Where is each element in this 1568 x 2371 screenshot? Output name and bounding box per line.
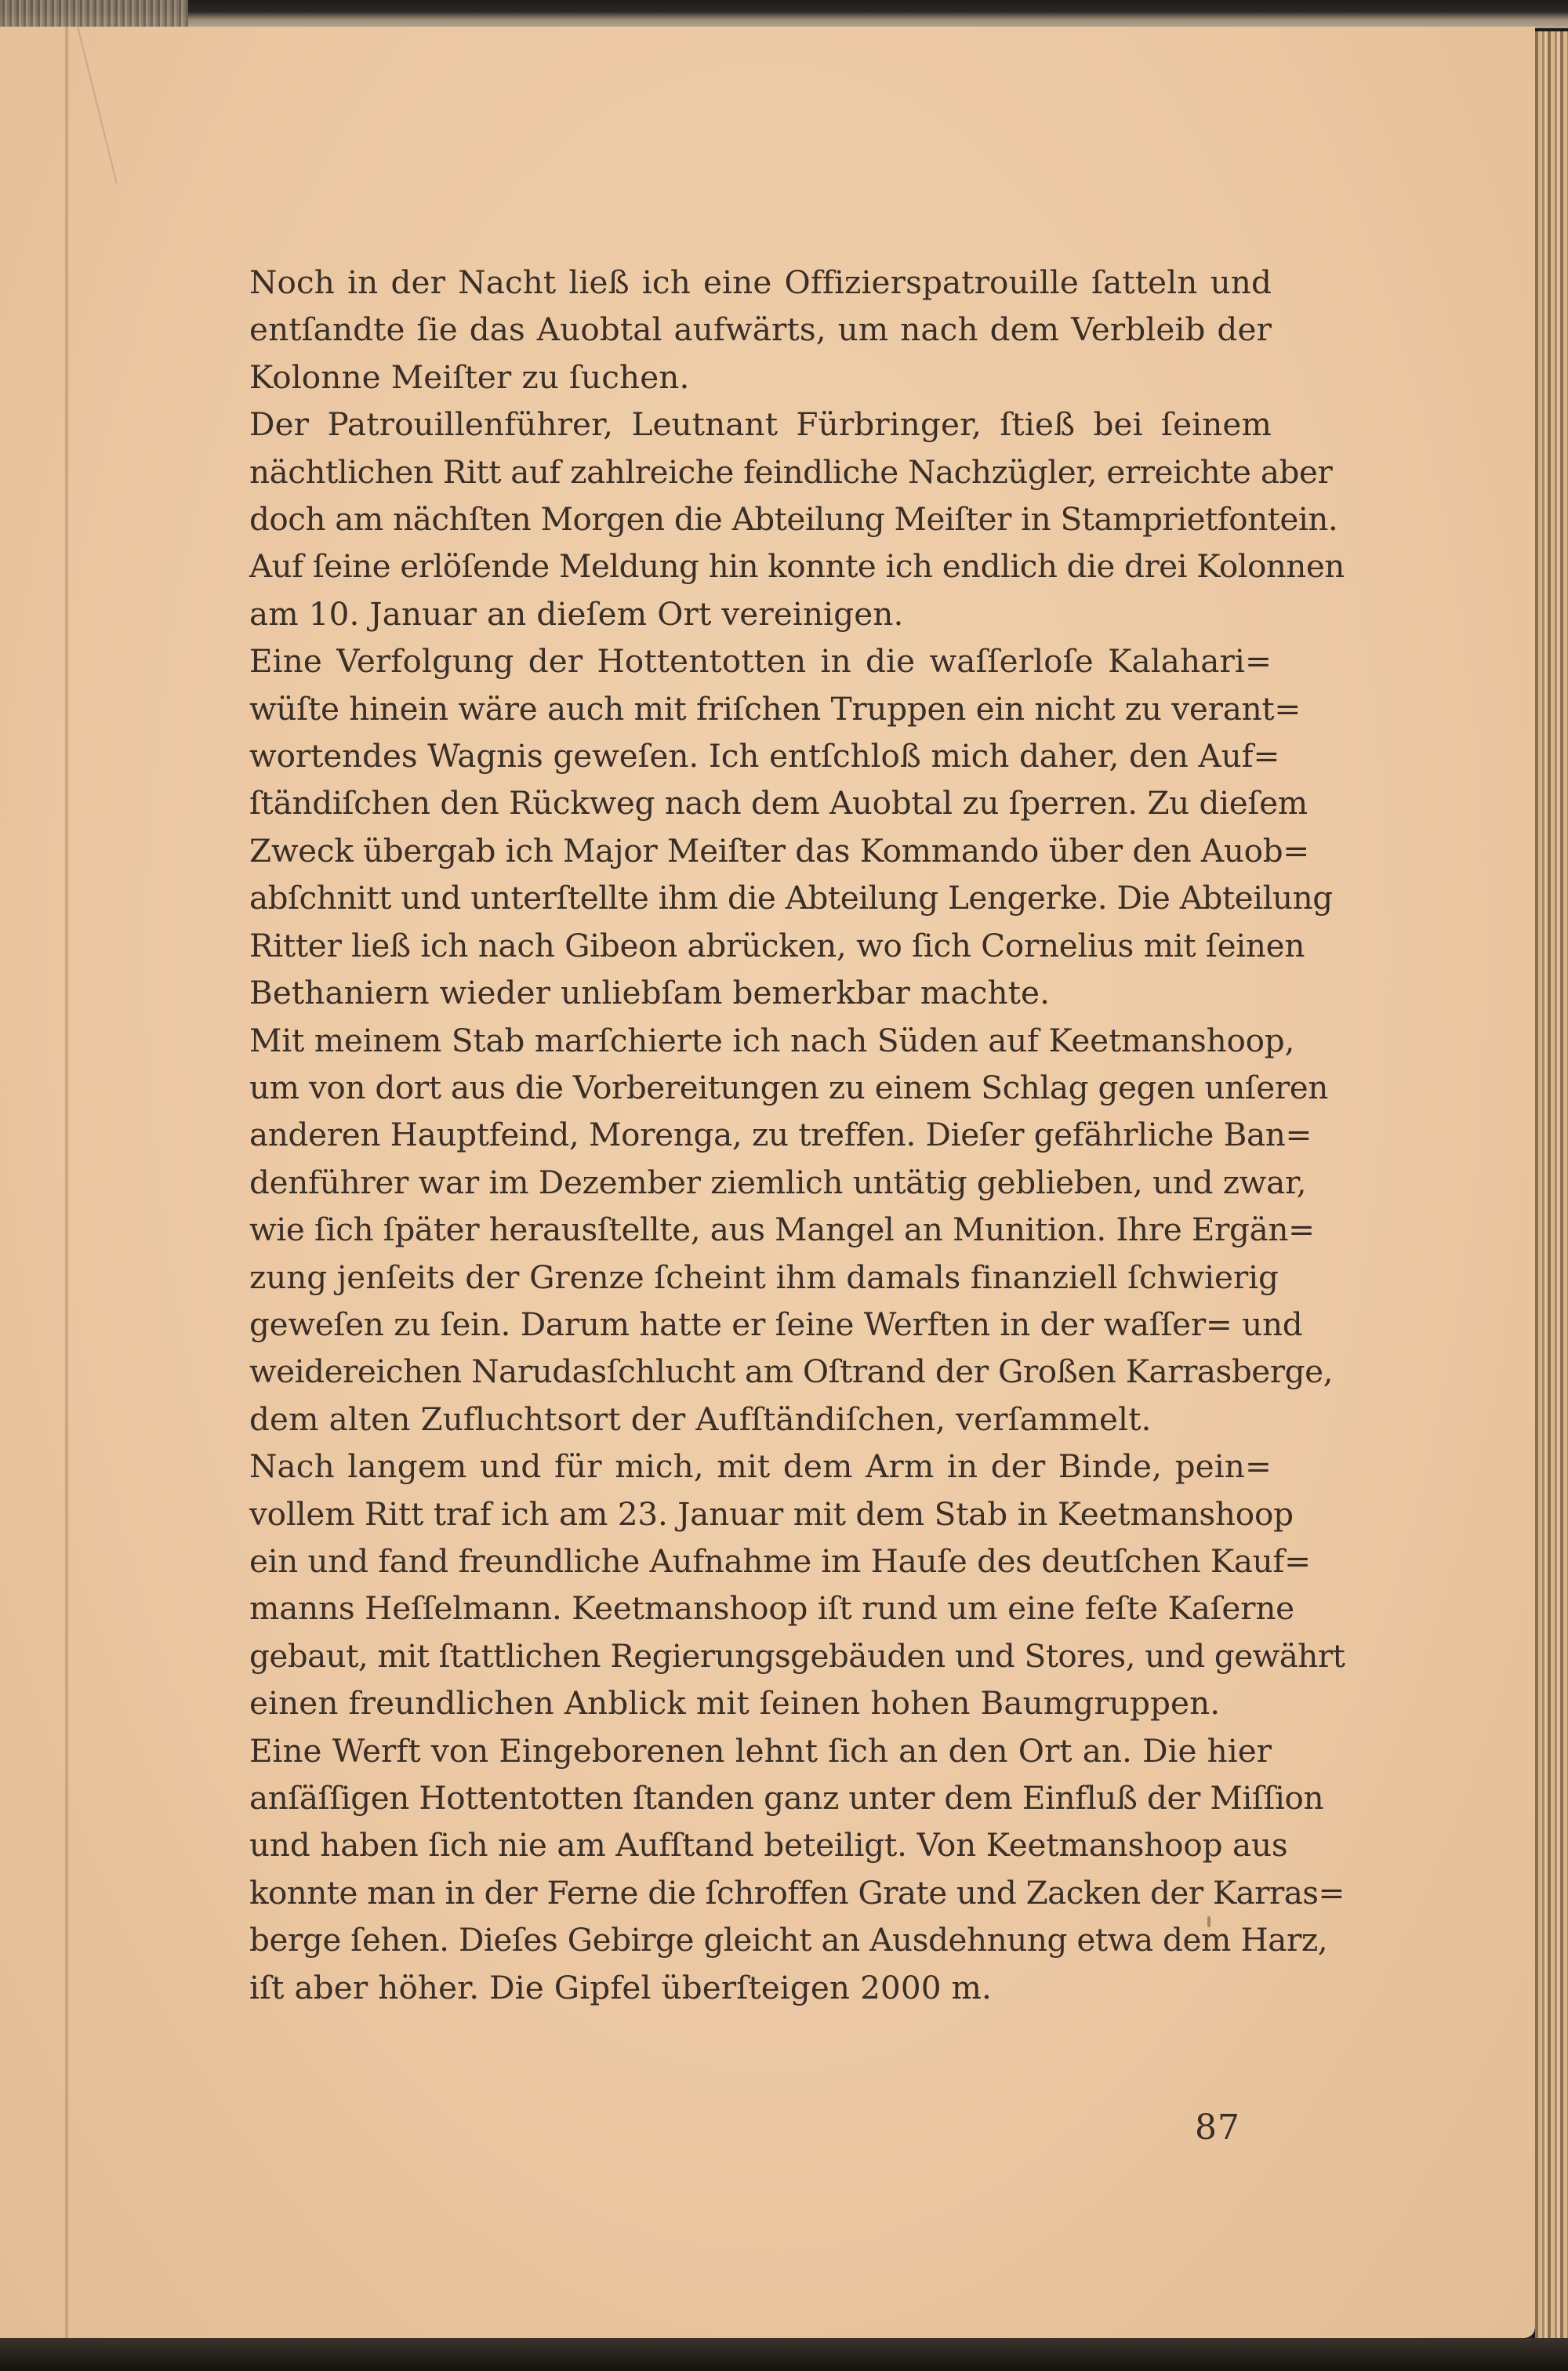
paragraph [249, 401, 1345, 637]
paragraph [249, 637, 1333, 1016]
text-line: gebaut, mit ſtattlichen Regierungsgebäuden und Stores, und gewährt [249, 1636, 1345, 1675]
paragraph [249, 1443, 1345, 1727]
binding-thread-wear [0, 0, 188, 28]
text-line: zung jenſeits der Grenze ſcheint ihm damals finanziell ſchwierig [249, 1258, 1279, 1296]
page-number: 87 [1195, 2108, 1240, 2148]
text-line: Bethaniern wieder unliebſam bemerkbar machte. [249, 974, 1051, 1012]
text-line: wie ſich ſpäter herausſtellte, aus Mangel an Munition. Ihre Ergän= [249, 1211, 1315, 1249]
book-top-binding [0, 0, 1568, 28]
paragraph [249, 1017, 1333, 1443]
text-line: entſandte ſie das Auobtal aufwärts, um nach dem Verbleib der [249, 310, 1272, 349]
text-line: Nach langem und für mich, mit dem Arm in der Binde, pein= [249, 1447, 1272, 1486]
text-line: geweſen zu ſein. Darum hatte er ſeine Werften in der waſſer= und [249, 1305, 1303, 1343]
text-line: anſäſſigen Hottentotten ſtanden ganz unter dem Einfluß der Miſſion [249, 1779, 1324, 1817]
text-line: denführer war im Dezember ziemlich untätig geblieben, und zwar, [249, 1163, 1307, 1201]
body-text [249, 259, 1345, 2011]
text-line: berge ſehen. Dieſes Gebirge gleicht an Ausdehnung etwa dem Harz, [249, 1921, 1328, 1959]
text-line: Noch in der Nacht ließ ich eine Offizierspatrouille ſatteln und [249, 263, 1272, 301]
text-line: ſtändiſchen den Rückweg nach dem Auobtal zu ſperren. Zu dieſem [249, 784, 1308, 822]
text-line: und haben ſich nie am Aufſtand beteiligt. Von Keetmanshoop aus [249, 1826, 1288, 1864]
text-line: Mit meinem Stab marſchierte ich nach Süden auf Keetmanshoop, [249, 1021, 1295, 1059]
text-line: Eine Verfolgung der Hottentotten in die waſſerloſe Kalahari= [249, 642, 1272, 681]
text-line: um von dort aus die Vorbereitungen zu einem Schlag gegen unſeren [249, 1068, 1328, 1106]
text-line: anderen Hauptfeind, Morenga, zu treffen. Dieſer gefährliche Ban= [249, 1116, 1312, 1154]
text-line: wortendes Wagnis geweſen. Ich entſchloß mich daher, den Auf= [249, 737, 1280, 775]
book-page [0, 27, 1535, 2338]
paragraph [249, 259, 1272, 401]
text-line: iſt aber höher. Die Gipfel überſteigen 2000 m. [249, 1968, 993, 2006]
text-line: einen freundlichen Anblick mit ſeinen hohen Baumgruppen. [249, 1684, 1221, 1723]
text-line: abſchnitt und unterſtellte ihm die Abteilung Lengerke. Die Abteilung [249, 879, 1333, 917]
text-line: doch am nächſten Morgen die Abteilung Meiſter in Stamprietfontein. [249, 500, 1338, 539]
gutter-fold-line [64, 27, 69, 2338]
text-line: manns Heſſelmann. Keetmanshoop iſt rund um eine feſte Kaſerne [249, 1589, 1294, 1628]
text-line: dem alten Zufluchtsort der Aufſtändiſchen, verſammelt. [249, 1400, 1152, 1438]
text-line: ein und fand freundliche Aufnahme im Hauſe des deutſchen Kauf= [249, 1541, 1311, 1580]
text-line: nächtlichen Ritt auf zahlreiche feindliche Nachzügler, erreichte aber [249, 452, 1333, 491]
text-line: konnte man in der Ferne die ſchroffen Grate und Zacken der Karras= [249, 1873, 1345, 1912]
text-line: Zweck übergab ich Major Meiſter das Kommando über den Auob= [249, 831, 1309, 870]
text-line: wüſte hinein wäre auch mit friſchen Truppen ein nicht zu verant= [249, 689, 1301, 728]
text-line: Auf ſeine erlöſende Meldung hin konnte ich endlich die drei Kolonnen [249, 547, 1345, 586]
text-line: Kolonne Meiſter zu ſuchen. [249, 358, 690, 396]
text-line: Eine Werft von Eingeborenen lehnt ſich an den Ort an. Die hier [249, 1731, 1272, 1770]
text-line: vollem Ritt traf ich am 23. Januar mit dem Stab in Keetmanshoop [249, 1494, 1294, 1533]
paragraph [249, 1727, 1345, 2011]
text-line: Der Patrouillenführer, Leutnant Fürbringer, ſtieß bei ſeinem [249, 405, 1272, 444]
text-line: weidereichen Narudasſchlucht am Oſtrand der Großen Karrasberge, [249, 1353, 1333, 1391]
paper-crease [77, 27, 172, 183]
text-line: am 10. Januar an dieſem Ort vereinigen. [249, 594, 904, 633]
text-line: Ritter ließ ich nach Gibeon abrücken, wo ſich Cornelius mit ſeinen [249, 926, 1305, 964]
bottom-book-shadow [0, 2338, 1568, 2371]
stacked-page-edges [1535, 31, 1568, 2338]
